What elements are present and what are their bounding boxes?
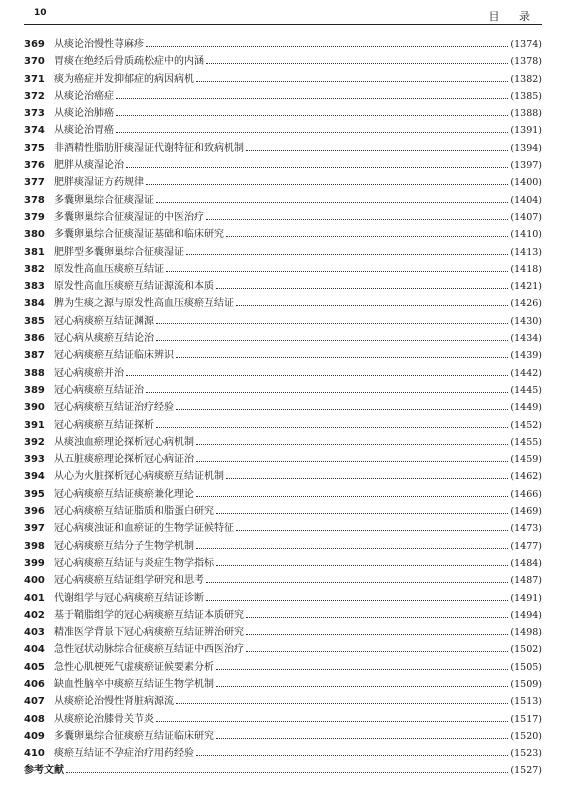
dot-leader [216,287,508,289]
section-title: 目 录 [488,10,538,23]
entry-number: 389 [24,384,45,396]
entry-page: (1491) [510,592,542,604]
dot-leader [156,720,508,722]
entry-title: 冠心病从痰瘀互结论治 [54,333,154,345]
dot-leader [226,477,508,479]
toc-entry[interactable] [24,365,542,382]
toc-entry[interactable] [24,417,542,434]
dot-leader [236,529,508,531]
toc-entry[interactable] [24,122,542,139]
toc-entry[interactable] [24,71,542,88]
dot-leader [156,426,508,428]
entry-number: 387 [24,350,45,362]
toc-entry[interactable] [24,53,542,70]
entry-title: 冠心病痰瘀并治 [54,367,124,379]
toc-entry[interactable] [24,88,542,105]
dot-leader [216,685,508,687]
toc-entry[interactable] [24,157,542,174]
toc-entry[interactable] [24,711,542,728]
entry-number: 384 [24,298,45,310]
entry-number: 370 [24,56,45,68]
dot-leader [236,304,508,306]
entry-number: 402 [24,609,45,621]
entry-number: 385 [24,315,45,327]
entry-number: 401 [24,592,45,604]
entry-title: 肥胖痰湿证方药规律 [54,177,144,189]
entry-number: 373 [24,108,45,120]
toc-entry[interactable] [24,347,542,364]
entry-title: 多囊卵巢综合征痰湿证 [54,194,154,206]
entry-title: 从痰论治癌症 [54,90,114,102]
entry-number: 375 [24,142,45,154]
page-header [24,8,540,24]
entry-number: 397 [24,523,45,535]
entry-title: 冠心病痰瘀互结证脂质和脂蛋白研究 [54,506,214,518]
toc-entry[interactable] [24,555,542,572]
toc-entry[interactable] [24,382,542,399]
entry-page: (1477) [510,540,542,552]
entry-title: 精准医学背景下冠心病痰瘀互结证辨治研究 [54,627,244,639]
entry-page: (1449) [510,402,542,414]
entry-number: 407 [24,696,45,708]
dot-leader [156,339,508,341]
toc-entry[interactable] [24,693,542,710]
toc-entry[interactable] [24,399,542,416]
entry-number: 410 [24,748,45,760]
entry-number: 386 [24,333,45,345]
entry-title: 冠心病痰瘀互结证探析 [54,419,154,431]
entry-number: 383 [24,281,45,293]
entry-number: 399 [24,557,45,569]
entry-title: 从痰瘀论治膝骨关节炎 [54,713,154,725]
entry-title: 肥胖从痰湿论治 [54,160,124,172]
entry-title: 冠心病痰浊证和血瘀证的生物学证候特征 [54,523,234,535]
dot-leader [196,754,508,756]
entry-title: 从痰论治肺癌 [54,108,114,120]
entry-page: (1459) [510,454,542,466]
dot-leader [246,616,508,618]
entry-page: (1385) [510,90,542,102]
entry-page: (1520) [510,730,542,742]
entry-number: 376 [24,160,45,172]
toc-entry[interactable] [24,728,542,745]
entry-page: (1397) [510,160,542,172]
toc-entry[interactable] [24,434,542,451]
entry-title: 冠心病痰瘀互结证组学研究和思考 [54,575,204,587]
entry-number: 405 [24,661,45,673]
dot-leader [66,771,508,773]
entry-title: 肥胖型多囊卵巢综合征痰湿证 [54,246,184,258]
toc-entry[interactable] [24,520,542,537]
entry-title: 基于鞘脂组学的冠心病痰瘀互结证本质研究 [54,609,244,621]
entry-page: (1505) [510,661,542,673]
entry-title: 多囊卵巢综合征痰湿证基础和临床研究 [54,229,224,241]
entry-number: 374 [24,125,45,137]
dot-leader [146,391,508,393]
entry-page: (1462) [510,471,542,483]
entry-page: (1517) [510,713,542,725]
entry-title: 脾为生痰之源与原发性高血压痰瘀互结证 [54,298,234,310]
dot-leader [226,235,508,237]
entry-page: (1452) [510,419,542,431]
toc-entry[interactable] [24,468,542,485]
toc-entry[interactable] [24,192,542,209]
entry-title: 冠心病痰瘀互结证痰瘀兼化理论 [54,488,194,500]
dot-leader [196,495,508,497]
dot-leader [196,547,508,549]
entry-number: 380 [24,229,45,241]
entry-number: 372 [24,90,45,102]
entry-title: 原发性高血压痰瘀互结证 [54,263,164,275]
dot-leader [206,62,508,64]
entry-number: 382 [24,263,45,275]
entry-number: 394 [24,471,45,483]
header-divider [24,24,542,25]
entry-number: 378 [24,194,45,206]
entry-title: 从五脏痰瘀理论探析冠心病证治 [54,454,194,466]
entry-page: (1418) [510,263,542,275]
dot-leader [246,149,508,151]
dot-leader [116,97,508,99]
references-title: 参考文献 [24,765,64,777]
entry-number: 391 [24,419,45,431]
dot-leader [216,668,508,670]
dot-leader [146,183,508,185]
entry-title: 胃痰在绝经后骨质疏松症中的内涵 [54,56,204,68]
table-of-contents [24,36,542,780]
toc-entry[interactable] [24,261,542,278]
entry-page: (1509) [510,678,542,690]
references-page: (1527) [510,765,542,777]
page-number: 10 [34,8,47,18]
entry-page: (1484) [510,557,542,569]
toc-entry[interactable] [24,451,542,468]
toc-entry[interactable] [24,140,542,157]
entry-number: 400 [24,575,45,587]
entry-page: (1430) [510,315,542,327]
entry-number: 398 [24,540,45,552]
dot-leader [206,581,508,583]
entry-page: (1442) [510,367,542,379]
entry-number: 403 [24,627,45,639]
toc-entry[interactable] [24,607,542,624]
dot-leader [186,253,508,255]
entry-page: (1502) [510,644,542,656]
entry-title: 从痰瘀论治慢性肾脏病源流 [54,696,174,708]
entry-page: (1445) [510,384,542,396]
toc-entry[interactable] [24,244,542,261]
entry-number: 388 [24,367,45,379]
entry-page: (1494) [510,609,542,621]
toc-entry[interactable] [24,174,542,191]
entry-title: 从心为火脏探析冠心病痰瘀互结证机制 [54,471,224,483]
dot-leader [166,270,508,272]
entry-title: 冠心病痰瘀互结证渊源 [54,315,154,327]
entry-number: 381 [24,246,45,258]
entry-title: 冠心病痰瘀互结证临床辨识 [54,350,174,362]
dot-leader [196,80,508,82]
dot-leader [146,45,508,47]
entry-title: 从痰论治慢性荨麻疹 [54,39,144,50]
entry-number: 379 [24,211,45,223]
dot-leader [116,131,508,133]
entry-page: (1400) [510,177,542,189]
entry-title: 原发性高血压痰瘀互结证源流和本质 [54,281,214,293]
entry-page: (1421) [510,281,542,293]
entry-number: 393 [24,454,45,466]
entry-page: (1413) [510,246,542,258]
entry-number: 392 [24,436,45,448]
entry-page: (1374) [510,39,542,50]
toc-entry[interactable] [24,538,542,555]
entry-page: (1404) [510,194,542,206]
entry-number: 371 [24,73,45,85]
entry-page: (1473) [510,523,542,535]
entry-page: (1487) [510,575,542,587]
toc-entry[interactable] [24,295,542,312]
dot-leader [116,114,508,116]
toc-entry[interactable] [24,105,542,122]
toc-entry[interactable] [24,624,542,641]
entry-number: 404 [24,644,45,656]
toc-entry[interactable] [24,676,542,693]
entry-title: 多囊卵巢综合征痰瘀互结证临床研究 [54,730,214,742]
entry-number: 409 [24,730,45,742]
entry-page: (1455) [510,436,542,448]
entry-page: (1466) [510,488,542,500]
toc-entry[interactable] [24,503,542,520]
entry-number: 395 [24,488,45,500]
dot-leader [156,322,508,324]
dot-leader [176,356,508,358]
entry-page: (1394) [510,142,542,154]
entry-page: (1426) [510,298,542,310]
entry-title: 缺血性脑卒中痰瘀互结证生物学机制 [54,678,214,690]
entry-title: 急性冠状动脉综合征痰瘀互结证中西医治疗 [54,644,244,656]
toc-entry-references[interactable] [24,762,542,779]
dot-leader [126,374,508,376]
toc-entry[interactable] [24,209,542,226]
entry-number: 390 [24,402,45,414]
dot-leader [216,737,508,739]
entry-page: (1410) [510,229,542,241]
entry-title: 急性心肌梗死气虚痰瘀证候要素分析 [54,661,214,673]
entry-title: 冠心病痰瘀互结证与炎症生物学指标 [54,557,214,569]
dot-leader [216,564,508,566]
dot-leader [176,408,508,410]
toc-entry[interactable] [24,590,542,607]
toc-entry[interactable] [24,330,542,347]
entry-page: (1523) [510,748,542,760]
entry-page: (1378) [510,56,542,68]
entry-page: (1382) [510,73,542,85]
entry-title: 代谢组学与冠心病痰瘀互结证诊断 [54,592,204,604]
toc-entry[interactable] [24,572,542,589]
entry-title: 痰为癌症并发抑郁症的病因病机 [54,73,194,85]
dot-leader [216,512,508,514]
entry-page: (1407) [510,211,542,223]
entry-title: 从痰论治胃癌 [54,125,114,137]
entry-title: 痰瘀互结证不孕症治疗用药经验 [54,748,194,760]
dot-leader [156,201,508,203]
entry-title: 从痰浊血瘀理论探析冠心病机制 [54,436,194,448]
entry-page: (1391) [510,125,542,137]
toc-entry[interactable] [24,641,542,658]
dot-leader [126,166,508,168]
entry-page: (1498) [510,627,542,639]
dot-leader [196,460,508,462]
dot-leader [176,702,508,704]
entry-title: 冠心病痰瘀互结证治 [54,384,144,396]
entry-number: 396 [24,506,45,518]
entry-title: 冠心病痰瘀互结分子生物学机制 [54,540,194,552]
entry-title: 冠心病痰瘀互结证治疗经验 [54,402,174,414]
toc-entry[interactable] [24,486,542,503]
toc-entry[interactable] [24,745,542,762]
entry-page: (1469) [510,506,542,518]
entry-number: 377 [24,177,45,189]
dot-leader [206,599,508,601]
entry-page: (1388) [510,108,542,120]
toc-entry[interactable] [24,278,542,295]
toc-entry[interactable] [24,313,542,330]
entry-page: (1434) [510,333,542,345]
entry-page: (1513) [510,696,542,708]
dot-leader [196,443,508,445]
entry-title: 非酒精性脂肪肝痰湿证代谢特征和致病机制 [54,142,244,154]
entry-title: 多囊卵巢综合征痰湿证的中医治疗 [54,211,204,223]
dot-leader [246,650,508,652]
entry-page: (1439) [510,350,542,362]
entry-number: 369 [24,39,45,50]
toc-entry[interactable] [24,226,542,243]
dot-leader [246,633,508,635]
toc-entry[interactable] [24,36,542,53]
entry-number: 408 [24,713,45,725]
dot-leader [206,218,508,220]
entry-number: 406 [24,678,45,690]
toc-entry[interactable] [24,659,542,676]
